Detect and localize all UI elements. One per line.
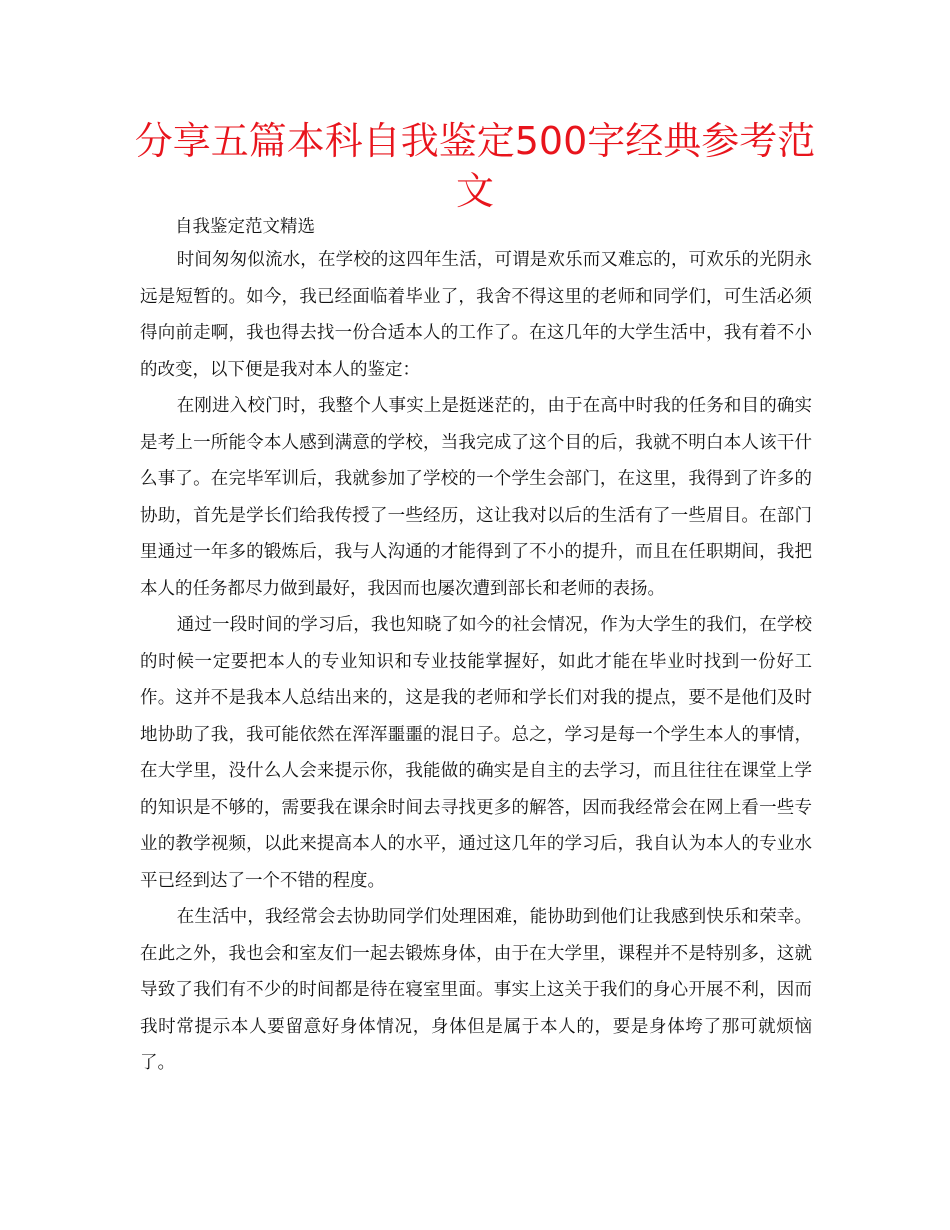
document-body (140, 212, 812, 1082)
paragraph-2: 在刚进入校门时，我整个人事实上是挺迷茫的，由于在高中时我的任务和目的确实是考上一所能令本人感到满意的学校，当我完成了这个目的后，我就不明白本人该干什么事了。在完毕军训后，我就参加了学校的一个学生会部门，在这里，我得到了许多的协助，首先是学长们给我传授了一些经历，这让我对以后的生活有了一些眉目。在部门里通过一年多的锻炼后，我与人沟通的才能得到了不小的提升，而且在任职期间，我把本人的任务都尽力做到最好，我因而也屡次遭到部长和老师的表扬。 (140, 396, 812, 599)
section-subheading: 自我鉴定范文精选 (175, 217, 315, 237)
paragraph-3: 通过一段时间的学习后，我也知晓了如今的社会情况，作为大学生的我们，在学校的时候一定要把本人的专业知识和专业技能掌握好，如此才能在毕业时找到一份好工作。这并不是我本人总结出来的，这是我的老师和学长们对我的提点，要不是他们及时地协助了我，我可能依然在浑浑噩噩的混日子。总之，学习是每一个学生本人的事情，在大学里，没什么人会来提示你，我能做的确实是自主的去学习，而且往往在课堂上学的知识是不够的，需要我在课余时间去寻找更多的解答，因而我经常会在网上看一些专业的教学视频，以此来提高本人的水平，通过这几年的学习后，我自认为本人的专业水平已经到达了一个不错的程度。 (140, 615, 812, 891)
paragraph-1: 时间匆匆似流水，在学校的这四年生活，可谓是欢乐而又难忘的，可欢乐的光阴永远是短暂的。如今，我已经面临着毕业了，我舍不得这里的老师和同学们，可生活必须得向前走啊，我也得去找一份合适本人的工作了。在这几年的大学生活中，我有着不小的改变，以下便是我对本人的鉴定： (140, 250, 812, 380)
paragraph-4: 在生活中，我经常会去协助同学们处理困难，能协助到他们让我感到快乐和荣幸。在此之外，我也会和室友们一起去锻炼身体，由于在大学里，课程并不是特别多，这就导致了我们有不少的时间都是待在寝室里面。事实上这关于我们的身心开展不利，因而我时常提示本人要留意好身体情况，身体但是属于本人的，要是身体垮了那可就烦恼了。 (140, 907, 812, 1073)
document-title: 分享五篇本科自我鉴定500字经典参考范文 (134, 119, 816, 213)
